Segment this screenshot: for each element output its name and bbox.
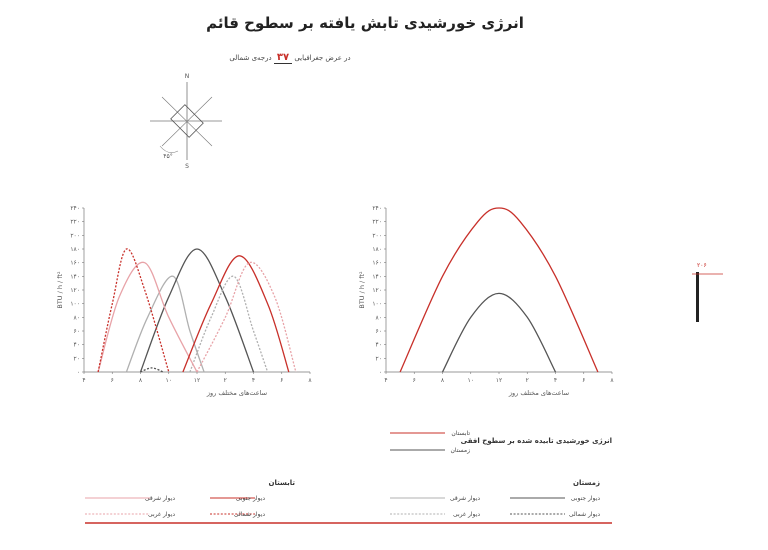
page-title: انرژی خورشیدی تابش یافته بر سطوح قائم	[206, 14, 524, 32]
x-tick-label: ۶	[412, 377, 416, 384]
x-tick-label: ۱۰	[165, 377, 172, 384]
y-tick-label: ۲۰	[375, 355, 382, 363]
y-tick-label: ۱۸۰	[372, 246, 382, 253]
y-tick-label: ۱۴۰	[372, 273, 382, 281]
x-tick-label: ۴	[384, 377, 388, 384]
y-tick-label: ۲۰۰	[70, 232, 80, 240]
y-tick-label: ۰	[76, 369, 80, 376]
compass-north-label: N	[184, 73, 190, 80]
y-tick-label: ۶۰	[73, 328, 80, 335]
horizontal-legend-title: انرژی خورشیدی تابیده شده بر سطوح افقی	[460, 437, 612, 445]
page-number: ۲۰۶	[697, 262, 707, 269]
x-tick-label: ۴	[553, 377, 558, 384]
y-tick-label: ۲۲۰	[70, 218, 80, 226]
legend-label: دیوار شرقی	[144, 495, 175, 502]
horizontal-legend	[390, 430, 612, 454]
y-tick-label: ۱۶۰	[372, 259, 382, 267]
series-line	[400, 208, 598, 372]
y-tick-label: ۲۲۰	[372, 218, 382, 226]
y-tick-label: ۱۶۰	[70, 259, 80, 267]
x-tick-label: ۶	[280, 377, 284, 384]
y-tick-label: ۲۴۰	[372, 205, 382, 212]
y-tick-label: ۱۰۰	[70, 300, 80, 308]
y-axis-label: BTU / h / ft²	[358, 271, 366, 309]
vertical-walls-chart	[56, 205, 312, 397]
x-tick-label: ۶	[110, 377, 114, 384]
latitude-suffix: درجه‌ی شمالی	[229, 54, 272, 62]
compass-angle-label: ۴۵°	[163, 153, 173, 160]
x-tick-label: ۸	[308, 377, 312, 384]
x-tick-label: ۶	[582, 377, 586, 384]
y-tick-label: ۸۰	[375, 314, 382, 322]
legend-label-winter: زمستان	[450, 447, 470, 454]
y-tick-label: ۲۴۰	[70, 205, 80, 212]
y-tick-label: ۱۰۰	[372, 300, 382, 308]
x-axis-label: ساعت‌های مختلف روز	[206, 389, 268, 397]
legend-label: دیوار جنوبی	[570, 495, 600, 502]
x-axis-label: ساعت‌های مختلف روز	[508, 389, 570, 397]
y-tick-label: ۰	[378, 369, 382, 376]
y-tick-label: ۲۰۰	[372, 232, 382, 240]
x-tick-label: ۲	[223, 377, 227, 384]
x-tick-label: ۴	[82, 377, 86, 384]
series-line	[126, 276, 204, 372]
compass-icon	[150, 73, 222, 170]
legend-label: دیوار غربی	[452, 511, 480, 518]
x-tick-label: ۲	[525, 377, 529, 384]
legend-label: دیوار غربی	[147, 511, 175, 518]
y-tick-label: ۲۰	[73, 355, 80, 363]
x-tick-label: ۱۲	[495, 377, 503, 384]
summer-legend-title: تابستان	[268, 479, 295, 487]
x-tick-label: ۴	[251, 377, 256, 384]
legend-label: دیوار جنوبی	[235, 495, 265, 502]
y-tick-label: ۶۰	[375, 328, 382, 335]
y-tick-label: ۴۰	[73, 341, 80, 349]
bottom-legend	[85, 479, 612, 523]
y-tick-label: ۱۸۰	[70, 246, 80, 253]
page-side-marker	[696, 272, 699, 322]
compass-south-label: S	[185, 163, 189, 170]
legend-label: دیوار شرقی	[449, 495, 480, 502]
latitude-prefix: در عرض جغرافیایی	[294, 54, 351, 62]
x-tick-label: ۸	[610, 377, 614, 384]
x-tick-label: ۱۰	[467, 377, 474, 384]
y-tick-label: ۸۰	[73, 314, 80, 322]
y-tick-label: ۴۰	[375, 341, 382, 349]
x-tick-label: ۱۲	[193, 377, 201, 384]
series-line	[183, 256, 289, 372]
series-line	[443, 293, 556, 372]
legend-label: دیوار شمالی	[568, 511, 600, 518]
y-axis-label: BTU / h / ft²	[56, 271, 64, 309]
winter-legend-title: زمستان	[573, 479, 600, 487]
y-tick-label: ۱۲۰	[70, 287, 80, 294]
series-line	[141, 368, 164, 372]
y-tick-label: ۱۴۰	[70, 273, 80, 281]
x-tick-label: ۸	[138, 377, 143, 384]
legend-label: دیوار شمالی	[233, 511, 265, 518]
horizontal-surface-chart	[358, 205, 614, 397]
latitude-value: ۳۷	[274, 52, 292, 64]
y-tick-label: ۱۲۰	[372, 287, 382, 294]
legend-label-summer: تابستان	[451, 430, 470, 437]
x-tick-label: ۸	[440, 377, 445, 384]
